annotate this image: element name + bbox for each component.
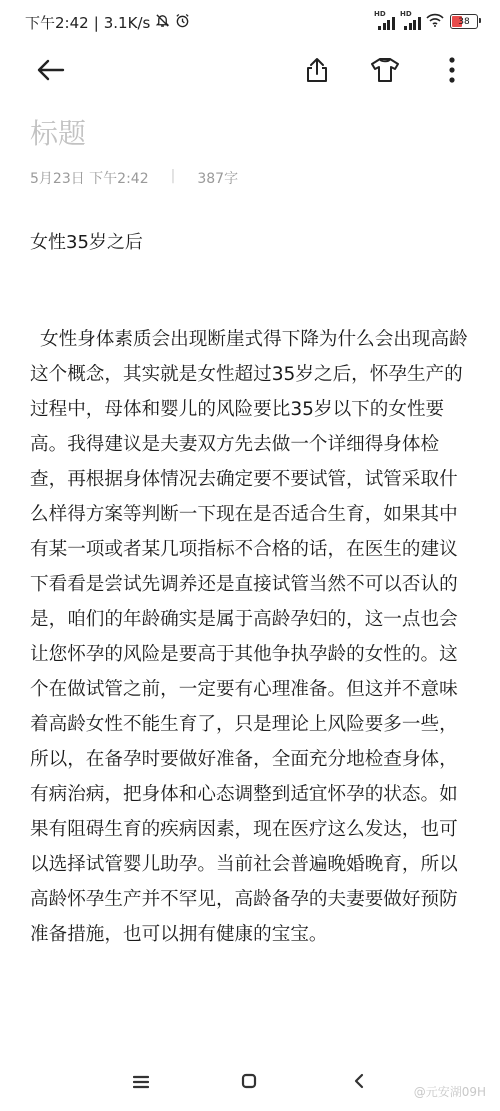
- alarm-icon: [175, 13, 190, 32]
- nav-back-icon: [353, 1073, 365, 1093]
- note-meta: [30, 168, 238, 188]
- signal-icon-2: [400, 9, 420, 30]
- theme-button[interactable]: [365, 52, 405, 92]
- word-count: 387字: [197, 171, 239, 187]
- signal-hd-label: HD: [400, 9, 412, 18]
- status-bar: [0, 0, 500, 44]
- arrow-left-icon: [35, 58, 65, 86]
- back-button[interactable]: [30, 52, 70, 92]
- share-icon: [305, 56, 329, 88]
- network-speed: 3.1K/s: [103, 13, 151, 32]
- more-button[interactable]: [432, 52, 472, 92]
- note-toolbar: [0, 44, 500, 100]
- menu-icon: [133, 1074, 149, 1093]
- watermark-text: @元安湖09H: [413, 1085, 486, 1099]
- signal-icon-1: [374, 9, 394, 30]
- status-left: [25, 12, 190, 33]
- status-divider: |: [93, 13, 99, 32]
- wifi-icon: [426, 12, 444, 31]
- note-first-line[interactable]: 女性35岁之后: [30, 232, 143, 253]
- mute-bell-icon: [155, 13, 170, 32]
- system-back-button[interactable]: [344, 1070, 374, 1096]
- signal-hd-label: HD: [374, 9, 386, 18]
- note-title-input[interactable]: 标题: [30, 117, 87, 150]
- status-time: 下午2:42: [25, 14, 89, 32]
- note-date: 5月23日 下午2:42: [30, 171, 149, 187]
- meta-divider: |: [170, 168, 176, 184]
- home-square-icon: [241, 1073, 257, 1093]
- tshirt-icon: [370, 57, 400, 87]
- note-body[interactable]: 女性身体素质会出现断崖式得下降为什么会出现高龄这个概念，其实就是女性超过35岁之后，怀孕生产的过程中，母体和婴儿的风险要比35岁以下的女性要高。我得建议是夫妻双方先去做一个详细得身体检查，再根据身体情况去确定要不要试管，试管采取什么样得方案等判断一下现在是否适合生育，如果其中有某一项或者某几项指标不合格的话，在医生的建议下看看是尝试先调养还是直接试管当然不可以否认的是，咱们的年龄确实是属于高龄孕妇的，这一点也会让您怀孕的风险是要高于其他争执孕龄的女性的。这个在做试管之前，一定要有心理准备。但这并不意味着高龄女性不能生育了，只是理论上风险要多一些，所以，在备孕时要做好准备，全面充分地检查身体，有病治病，把身体和心态调整到适宜怀孕的状态。如果有阻碍生育的疾病因素，现在医疗这么发达，也可以选择试管婴儿助孕。当前社会普遍晚婚晚育，所以高龄怀孕生产并不罕见，高龄备孕的夫妻要做好预防准备措施，也可以拥有健康的宝宝。: [30, 329, 468, 945]
- more-vertical-icon: [448, 57, 456, 87]
- recent-apps-button[interactable]: [126, 1070, 156, 1096]
- share-button[interactable]: [297, 52, 337, 92]
- battery-icon: [450, 14, 478, 29]
- home-button[interactable]: [234, 1070, 264, 1096]
- status-right: [374, 9, 478, 31]
- battery-level: 38: [458, 16, 470, 27]
